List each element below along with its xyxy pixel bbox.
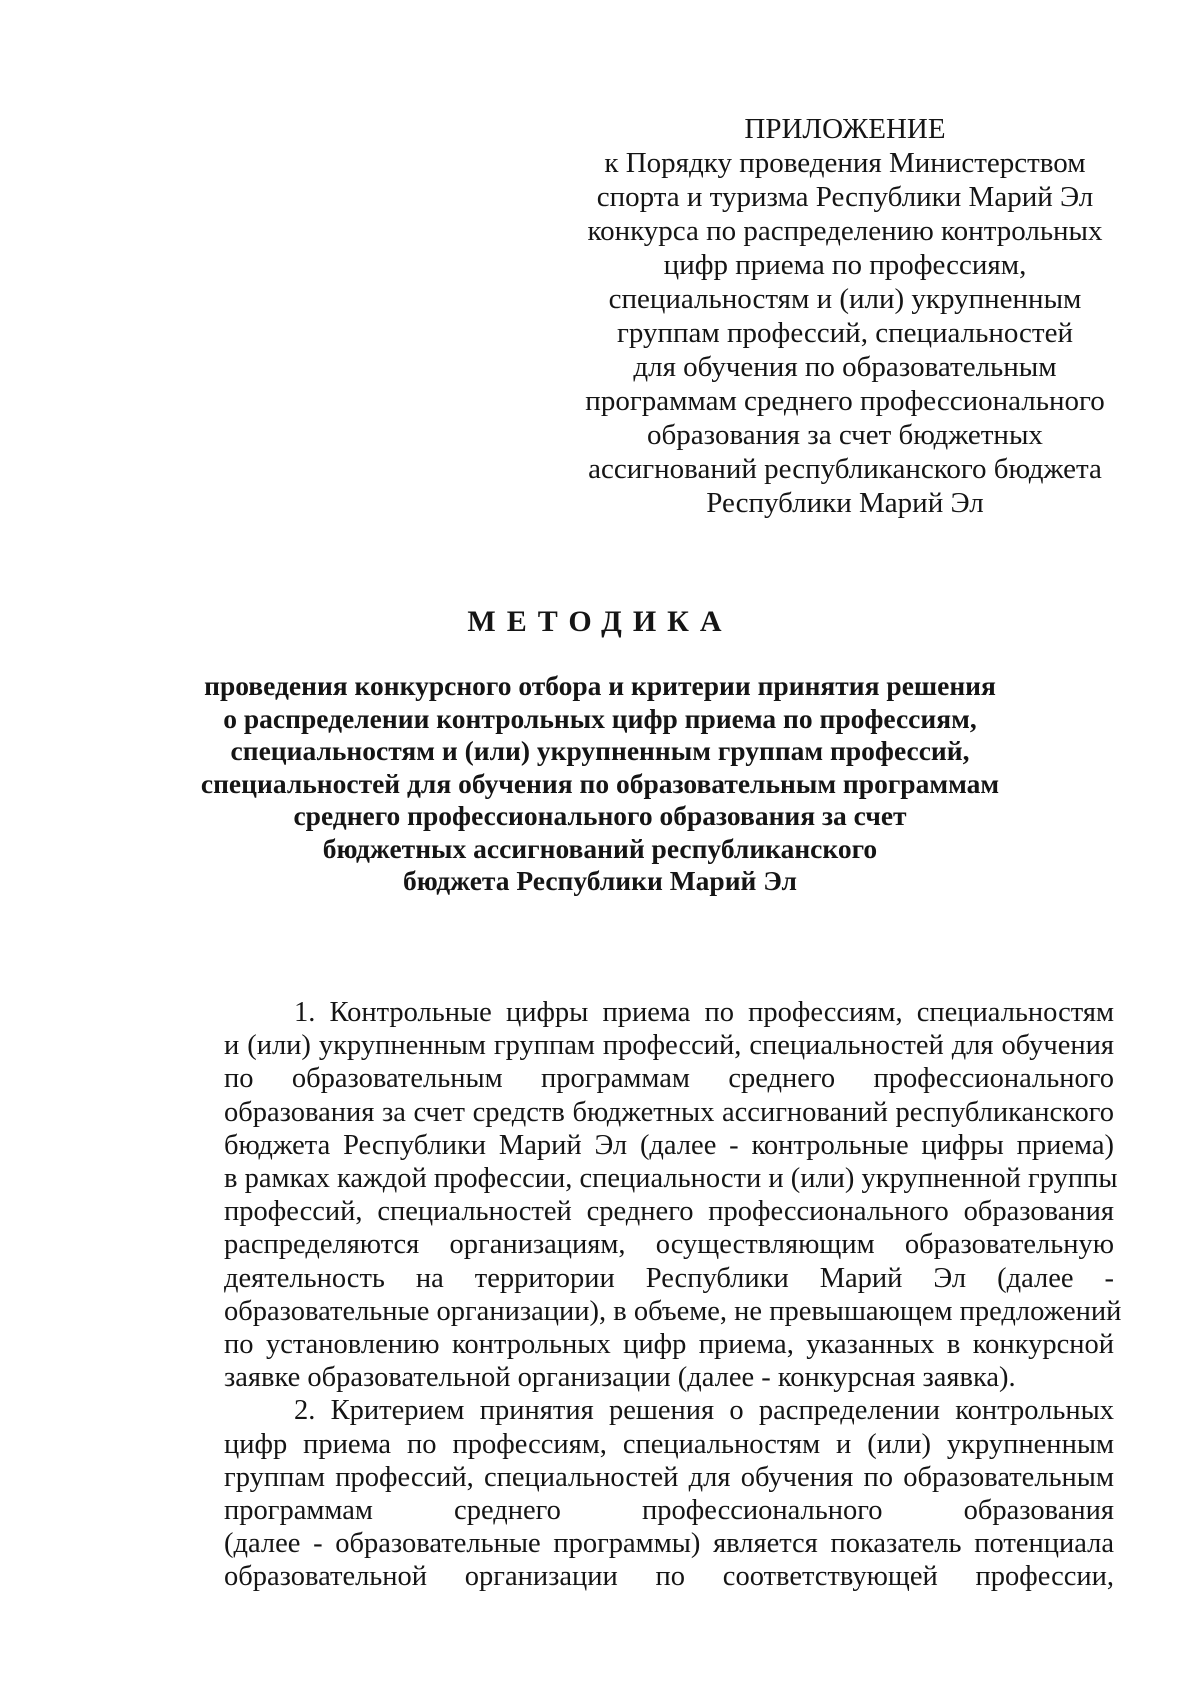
subtitle-line: бюджета Республики Марий Эл bbox=[403, 865, 797, 896]
paragraph-line: цифр приема по профессиям, специальностям и (или) укрупненным bbox=[224, 1428, 1114, 1460]
appendix-line: конкурса по распределению контрольных bbox=[587, 215, 1103, 247]
document-body bbox=[224, 996, 1122, 1594]
paragraph-line: распределяются организациям, осуществляющим образовательную bbox=[224, 1229, 1114, 1261]
paragraph-line: профессий, специальностей среднего профессионального образования bbox=[224, 1196, 1114, 1228]
paragraph-line: по установлению контрольных цифр приема, указанных в конкурсной bbox=[224, 1329, 1114, 1361]
paragraph-line: в рамках каждой профессии, специальности и (или) укрупненной группы bbox=[224, 1163, 1118, 1195]
paragraph-line: программам среднего профессионального образования bbox=[224, 1495, 1114, 1527]
paragraph-2 bbox=[224, 1394, 1114, 1593]
paragraph-line: и (или) укрупненным группам профессий, специальностей для обучения bbox=[224, 1030, 1114, 1062]
paragraph-line: бюджета Республики Марий Эл (далее - контрольные цифры приема) bbox=[224, 1129, 1114, 1161]
appendix-line: Республики Марий Эл bbox=[706, 487, 984, 519]
subtitle-line: специальностям и (или) укрупненным группам профессий, bbox=[230, 735, 970, 766]
appendix-line: ПРИЛОЖЕНИЕ bbox=[744, 113, 946, 145]
paragraph-line: образования за счет средств бюджетных ассигнований республиканского bbox=[224, 1096, 1114, 1128]
appendix-line: для обучения по образовательным bbox=[633, 351, 1057, 383]
subtitle-line: проведения конкурсного отбора и критерии принятия решения bbox=[204, 670, 996, 701]
appendix-header bbox=[560, 112, 1130, 520]
subtitle-line: специальностей для обучения по образовательным программам bbox=[200, 767, 1000, 799]
paragraph-1 bbox=[224, 996, 1122, 1394]
appendix-line: образования за счет бюджетных bbox=[647, 419, 1043, 451]
appendix-line: программам среднего профессионального bbox=[585, 385, 1105, 417]
appendix-line: ассигнований республиканского бюджета bbox=[588, 453, 1102, 485]
appendix-line: спорта и туризма Республики Марий Эл bbox=[596, 181, 1094, 213]
paragraph-line: по образовательным программам среднего профессионального bbox=[224, 1063, 1114, 1095]
paragraph-line: образовательные организации), в объеме, не превышающем предложений bbox=[224, 1295, 1122, 1327]
appendix-line: специальностям и (или) укрупненным bbox=[608, 283, 1082, 315]
subtitle-line: бюджетных ассигнований республиканского bbox=[322, 832, 878, 864]
paragraph-line: 1. Контрольные цифры приема по профессиям, специальностям bbox=[294, 997, 1114, 1028]
appendix-line: к Порядку проведения Министерством bbox=[604, 147, 1086, 179]
subtitle-line: среднего профессионального образования за счет bbox=[293, 800, 907, 831]
document-subtitle bbox=[170, 670, 1030, 898]
paragraph-line: группам профессий, специальностей для обучения по образовательным bbox=[224, 1461, 1114, 1493]
appendix-line: группам профессий, специальностей bbox=[616, 317, 1073, 349]
paragraph-line: деятельность на территории Республики Марий Эл (далее - bbox=[224, 1262, 1114, 1294]
paragraph-line: (далее - образовательные программы) является показатель потенциала bbox=[224, 1528, 1114, 1560]
appendix-line: цифр приема по профессиям, bbox=[663, 249, 1027, 281]
paragraph-line: 2. Критерием принятия решения о распределении контрольных bbox=[294, 1395, 1114, 1427]
paragraph-line: заявке образовательной организации (далее - конкурсная заявка). bbox=[224, 1362, 1016, 1394]
subtitle-line: о распределении контрольных цифр приема по профессиям, bbox=[223, 702, 977, 734]
paragraph-line: образовательной организации по соответствующей профессии, bbox=[224, 1561, 1114, 1593]
document-title: МЕТОДИКА bbox=[467, 605, 733, 638]
